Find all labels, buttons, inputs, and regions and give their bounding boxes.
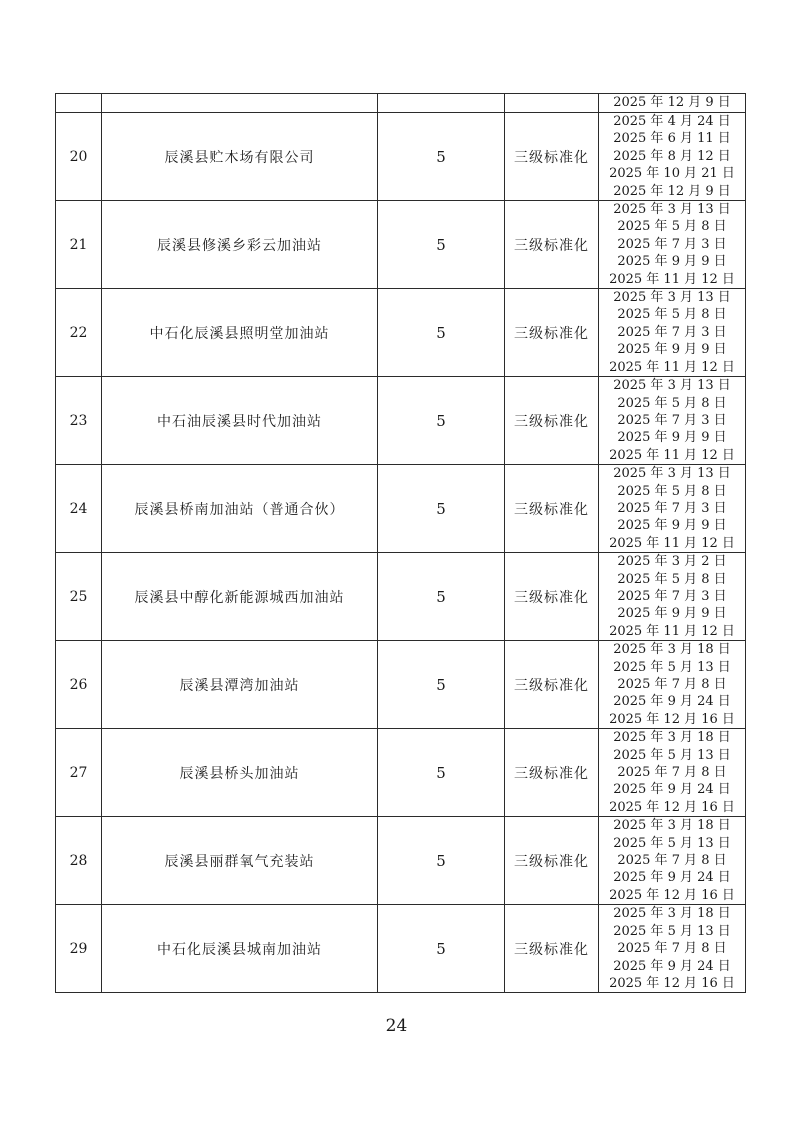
inspection-date: 2025 年 3 月 13 日 — [613, 290, 731, 306]
table-row — [56, 289, 746, 377]
inspection-date: 2025 年 9 月 9 日 — [617, 606, 727, 622]
company-name-cell: 中石化辰溪县城南加油站 — [102, 905, 378, 993]
index-cell: 21 — [56, 201, 102, 289]
inspection-date: 2025 年 8 月 12 日 — [613, 148, 731, 164]
table-row-continued — [56, 94, 746, 113]
index-cell: 24 — [56, 465, 102, 553]
level-cell: 三级标准化 — [505, 465, 599, 553]
company-name-cell: 辰溪县潭湾加油站 — [102, 641, 378, 729]
index-cell: 22 — [56, 289, 102, 377]
count-cell: 5 — [378, 729, 505, 817]
table-row — [56, 113, 746, 201]
inspection-date: 2025 年 9 月 9 日 — [617, 254, 727, 270]
inspection-date: 2025 年 11 月 12 日 — [609, 359, 735, 375]
inspection-date: 2025 年 9 月 9 日 — [617, 342, 727, 358]
dates-cell — [599, 289, 746, 377]
level-cell: 三级标准化 — [505, 201, 599, 289]
count-cell: 5 — [378, 465, 505, 553]
count-cell: 5 — [378, 377, 505, 465]
inspection-date: 2025 年 3 月 18 日 — [613, 730, 731, 746]
inspection-date: 2025 年 11 月 12 日 — [609, 271, 735, 287]
dates-cell — [599, 94, 746, 113]
inspection-date: 2025 年 9 月 24 日 — [613, 694, 731, 710]
dates-cell — [599, 465, 746, 553]
table-row — [56, 817, 746, 905]
inspection-date: 2025 年 5 月 8 日 — [617, 307, 727, 323]
index-cell: 26 — [56, 641, 102, 729]
dates-cell — [599, 729, 746, 817]
inspection-date: 2025 年 7 月 3 日 — [617, 588, 727, 604]
inspection-date: 2025 年 5 月 8 日 — [617, 571, 727, 587]
count-cell: 5 — [378, 289, 505, 377]
dates-cell — [599, 905, 746, 993]
table-body — [56, 94, 746, 993]
inspection-date: 2025 年 5 月 13 日 — [613, 747, 731, 763]
company-name-cell: 辰溪县桥南加油站（普通合伙） — [102, 465, 378, 553]
company-name-cell: 中石化辰溪县照明堂加油站 — [102, 289, 378, 377]
dates-cell — [599, 553, 746, 641]
inspection-date: 2025 年 11 月 12 日 — [609, 447, 735, 463]
inspection-date: 2025 年 7 月 8 日 — [617, 853, 727, 869]
inspection-date: 2025 年 7 月 3 日 — [617, 500, 727, 516]
inspection-date: 2025 年 10 月 21 日 — [609, 166, 735, 182]
inspection-date: 2025 年 9 月 9 日 — [617, 518, 727, 534]
inspection-date: 2025 年 12 月 16 日 — [609, 887, 735, 903]
inspection-date: 2025 年 12 月 16 日 — [609, 711, 735, 727]
level-cell: 三级标准化 — [505, 905, 599, 993]
count-cell: 5 — [378, 113, 505, 201]
dates-cell — [599, 377, 746, 465]
company-name-cell: 辰溪县贮木场有限公司 — [102, 113, 378, 201]
company-name-cell: 中石油辰溪县时代加油站 — [102, 377, 378, 465]
inspection-date: 2025 年 6 月 11 日 — [613, 131, 731, 147]
level-cell: 三级标准化 — [505, 289, 599, 377]
count-cell — [378, 94, 505, 113]
table-row — [56, 465, 746, 553]
index-cell: 25 — [56, 553, 102, 641]
inspection-date: 2025 年 7 月 8 日 — [617, 765, 727, 781]
index-cell — [56, 94, 102, 113]
count-cell: 5 — [378, 553, 505, 641]
table-row — [56, 641, 746, 729]
table-row — [56, 905, 746, 993]
dates-cell — [599, 641, 746, 729]
inspection-date: 2025 年 3 月 13 日 — [613, 202, 731, 218]
count-cell: 5 — [378, 905, 505, 993]
inspection-date: 2025 年 12 月 9 日 — [613, 95, 731, 111]
company-name-cell: 辰溪县修溪乡彩云加油站 — [102, 201, 378, 289]
company-name-cell: 辰溪县中醇化新能源城西加油站 — [102, 553, 378, 641]
inspection-date: 2025 年 3 月 18 日 — [613, 818, 731, 834]
company-name-cell — [102, 94, 378, 113]
index-cell: 27 — [56, 729, 102, 817]
company-name-cell: 辰溪县桥头加油站 — [102, 729, 378, 817]
dates-cell — [599, 113, 746, 201]
level-cell: 三级标准化 — [505, 113, 599, 201]
level-cell: 三级标准化 — [505, 377, 599, 465]
company-name-cell: 辰溪县丽群氧气充装站 — [102, 817, 378, 905]
index-cell: 28 — [56, 817, 102, 905]
inspection-date: 2025 年 12 月 16 日 — [609, 799, 735, 815]
inspection-date: 2025 年 3 月 13 日 — [613, 466, 731, 482]
page-number: 24 — [385, 1016, 408, 1036]
inspection-date: 2025 年 5 月 8 日 — [617, 219, 727, 235]
inspection-date: 2025 年 3 月 2 日 — [617, 554, 727, 570]
level-cell: 三级标准化 — [505, 641, 599, 729]
inspection-date: 2025 年 7 月 8 日 — [617, 941, 727, 957]
inspection-date: 2025 年 12 月 9 日 — [613, 183, 731, 199]
level-cell: 三级标准化 — [505, 553, 599, 641]
count-cell: 5 — [378, 201, 505, 289]
inspection-date: 2025 年 9 月 24 日 — [613, 782, 731, 798]
inspection-date: 2025 年 7 月 8 日 — [617, 677, 727, 692]
dates-cell — [599, 201, 746, 289]
level-cell: 三级标准化 — [505, 817, 599, 905]
inspection-date: 2025 年 9 月 24 日 — [613, 958, 731, 974]
index-cell: 23 — [56, 377, 102, 465]
dates-cell — [599, 817, 746, 905]
index-cell: 20 — [56, 113, 102, 201]
table-row — [56, 729, 746, 817]
inspection-date: 2025 年 3 月 18 日 — [613, 906, 731, 922]
inspection-date: 2025 年 11 月 12 日 — [609, 623, 735, 639]
inspection-date: 2025 年 5 月 13 日 — [613, 659, 731, 675]
count-cell: 5 — [378, 641, 505, 729]
table-row — [56, 377, 746, 465]
inspection-date: 2025 年 7 月 3 日 — [617, 412, 727, 428]
level-cell: 三级标准化 — [505, 729, 599, 817]
inspection-date: 2025 年 5 月 13 日 — [613, 835, 731, 851]
level-cell — [505, 94, 599, 113]
inspection-date: 2025 年 5 月 13 日 — [613, 923, 731, 939]
inspection-date: 2025 年 5 月 8 日 — [617, 395, 727, 411]
count-cell: 5 — [378, 817, 505, 905]
inspection-date: 2025 年 4 月 24 日 — [613, 114, 731, 129]
inspection-date: 2025 年 12 月 16 日 — [609, 975, 735, 991]
table-row — [56, 201, 746, 289]
index-cell: 29 — [56, 905, 102, 993]
inspection-date: 2025 年 7 月 3 日 — [617, 236, 727, 252]
inspection-schedule-table — [55, 93, 746, 993]
inspection-date: 2025 年 3 月 13 日 — [613, 378, 731, 394]
inspection-date: 2025 年 5 月 8 日 — [617, 483, 727, 499]
inspection-date: 2025 年 9 月 24 日 — [613, 870, 731, 886]
inspection-date: 2025 年 7 月 3 日 — [617, 324, 727, 340]
inspection-date: 2025 年 11 月 12 日 — [609, 535, 735, 551]
inspection-date: 2025 年 3 月 18 日 — [613, 642, 731, 658]
inspection-date: 2025 年 9 月 9 日 — [617, 430, 727, 446]
table-row — [56, 553, 746, 641]
